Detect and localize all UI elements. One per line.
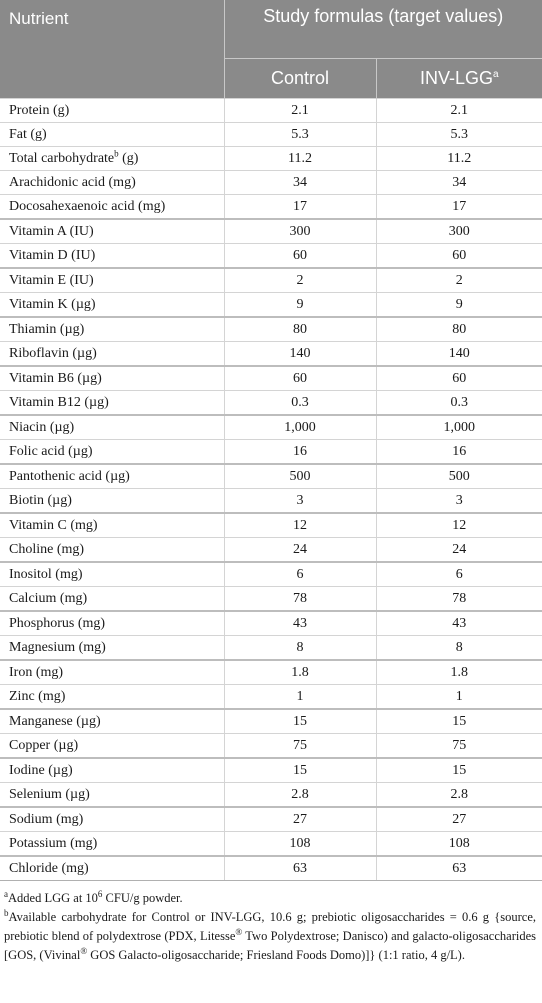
footnote-marker: b <box>114 147 119 158</box>
control-value: 500 <box>224 464 376 489</box>
control-value: 15 <box>224 758 376 783</box>
nutrient-name: Manganese (µg) <box>9 713 101 729</box>
nutrient-name: Biotin (µg) <box>9 492 72 508</box>
control-value: 75 <box>224 734 376 759</box>
control-value: 12 <box>224 513 376 538</box>
table-row <box>0 268 542 293</box>
control-value: 16 <box>224 440 376 465</box>
nutrient-name: Protein (g) <box>9 102 70 118</box>
nutrient-name-cell <box>0 758 224 783</box>
control-value: 1,000 <box>224 415 376 440</box>
nutrient-name: Iron (mg) <box>9 664 64 680</box>
nutrient-name: Copper (µg) <box>9 737 79 753</box>
inv-lgg-value: 15 <box>376 709 542 734</box>
inv-lgg-value: 9 <box>376 293 542 318</box>
inv-lgg-value: 8 <box>376 636 542 661</box>
table-row <box>0 783 542 808</box>
nutrient-name-cell <box>0 317 224 342</box>
nutrient-name: Iodine (µg) <box>9 762 73 778</box>
nutrient-name-cell <box>0 709 224 734</box>
control-value: 6 <box>224 562 376 587</box>
footnote-text: CFU/g powder. <box>102 891 183 905</box>
nutrient-name: Vitamin K (µg) <box>9 296 96 312</box>
nutrient-name-cell <box>0 464 224 489</box>
control-value: 3 <box>224 489 376 514</box>
nutrient-name: Vitamin D (IU) <box>9 247 96 263</box>
inv-lgg-value: 80 <box>376 317 542 342</box>
table-row <box>0 489 542 514</box>
nutrient-name: Fat (g) <box>9 126 47 142</box>
inv-lgg-value: 16 <box>376 440 542 465</box>
nutrient-name: Thiamin (µg) <box>9 321 85 337</box>
table-row <box>0 709 542 734</box>
nutrient-name-cell <box>0 268 224 293</box>
nutrient-name-cell <box>0 783 224 808</box>
table-row <box>0 807 542 832</box>
nutrient-name: Niacin (µg) <box>9 419 75 435</box>
nutrient-name-cell <box>0 244 224 269</box>
registered-mark: ® <box>235 926 243 937</box>
registered-mark: ® <box>80 945 88 956</box>
nutrient-name-cell <box>0 513 224 538</box>
nutrient-name-cell <box>0 415 224 440</box>
control-value: 140 <box>224 342 376 367</box>
footnote-text: Two Polydextrose; Danisco) and galacto-oligosaccharides [GOS, (Vivinal <box>4 929 536 962</box>
footnote-marker: a <box>492 69 499 80</box>
table-row <box>0 147 542 171</box>
inv-lgg-value: 1.8 <box>376 660 542 685</box>
nutrient-name: Pantothenic acid (µg) <box>9 468 130 484</box>
table-row <box>0 219 542 244</box>
nutrient-name-cell <box>0 123 224 147</box>
nutrient-name: Vitamin C (mg) <box>9 517 98 533</box>
control-value: 78 <box>224 587 376 612</box>
table-row <box>0 99 542 123</box>
table-row <box>0 636 542 661</box>
control-value: 24 <box>224 538 376 563</box>
control-value: 5.3 <box>224 123 376 147</box>
table-row <box>0 244 542 269</box>
inv-lgg-value: 6 <box>376 562 542 587</box>
nutrient-name-cell <box>0 636 224 661</box>
nutrient-name-cell <box>0 538 224 563</box>
control-value: 0.3 <box>224 391 376 416</box>
table-row <box>0 660 542 685</box>
nutrient-name-cell <box>0 489 224 514</box>
nutrient-name: Sodium (mg) <box>9 811 84 827</box>
nutrient-name-cell <box>0 807 224 832</box>
control-value: 9 <box>224 293 376 318</box>
nutrient-name-cell <box>0 147 224 171</box>
nutrient-name: Vitamin B6 (µg) <box>9 370 102 386</box>
control-value: 8 <box>224 636 376 661</box>
control-value: 60 <box>224 366 376 391</box>
footnote-a <box>4 889 536 908</box>
inv-lgg-value: 60 <box>376 366 542 391</box>
nutrient-name-cell <box>0 391 224 416</box>
nutrient-name-cell <box>0 562 224 587</box>
nutrient-name: Total carbohydrate <box>9 150 115 166</box>
inv-lgg-value: 108 <box>376 832 542 857</box>
inv-lgg-value: 43 <box>376 611 542 636</box>
inv-lgg-value: 5.3 <box>376 123 542 147</box>
inv-lgg-value: 2.1 <box>376 99 542 123</box>
inv-lgg-value: 15 <box>376 758 542 783</box>
nutrient-name-cell <box>0 587 224 612</box>
control-value: 80 <box>224 317 376 342</box>
footnote-text: Added LGG at 10 <box>8 891 98 905</box>
table-row <box>0 587 542 612</box>
inv-lgg-value: 1 <box>376 685 542 710</box>
nutrient-name-cell <box>0 99 224 123</box>
nutrient-name: Phosphorus (mg) <box>9 615 106 631</box>
table-row <box>0 440 542 465</box>
inv-lgg-value: 12 <box>376 513 542 538</box>
inv-lgg-value: 1,000 <box>376 415 542 440</box>
nutrient-name: Potassium (mg) <box>9 835 98 851</box>
control-value: 11.2 <box>224 147 376 171</box>
control-value: 300 <box>224 219 376 244</box>
table-row <box>0 391 542 416</box>
control-value: 27 <box>224 807 376 832</box>
nutrient-name-cell <box>0 342 224 367</box>
table-row <box>0 195 542 220</box>
nutrient-name: Arachidonic acid (mg) <box>9 174 136 190</box>
table-row <box>0 464 542 489</box>
table-row <box>0 562 542 587</box>
nutrient-name: Vitamin B12 (µg) <box>9 394 109 410</box>
study-formulas-header: Study formulas (target values) <box>224 0 542 59</box>
nutrient-name: Magnesium (mg) <box>9 639 106 655</box>
table-row <box>0 513 542 538</box>
inv-lgg-value: 140 <box>376 342 542 367</box>
inv-lgg-value: 60 <box>376 244 542 269</box>
table-row <box>0 342 542 367</box>
control-value: 1 <box>224 685 376 710</box>
control-value: 2.8 <box>224 783 376 808</box>
table-row <box>0 734 542 759</box>
nutrient-name-cell <box>0 171 224 195</box>
inv-lgg-value: 2 <box>376 268 542 293</box>
table-row <box>0 171 542 195</box>
inv-lgg-value: 27 <box>376 807 542 832</box>
control-value: 1.8 <box>224 660 376 685</box>
table-row <box>0 538 542 563</box>
control-column-header: Control <box>224 59 376 99</box>
control-value: 60 <box>224 244 376 269</box>
control-value: 2.1 <box>224 99 376 123</box>
nutrient-name: Calcium (mg) <box>9 590 88 606</box>
table-row <box>0 832 542 857</box>
control-value: 15 <box>224 709 376 734</box>
nutrient-name: Chloride (mg) <box>9 860 89 876</box>
inv-lgg-value: 0.3 <box>376 391 542 416</box>
inv-lgg-value: 78 <box>376 587 542 612</box>
nutrient-name: Choline (mg) <box>9 541 85 557</box>
exponent: 6 <box>97 888 103 899</box>
table-row <box>0 758 542 783</box>
control-value: 2 <box>224 268 376 293</box>
inv-lgg-value: 75 <box>376 734 542 759</box>
inv-lgg-label: INV-LGG <box>419 68 493 88</box>
nutrient-name: Riboflavin (µg) <box>9 345 97 361</box>
inv-lgg-value: 300 <box>376 219 542 244</box>
nutrient-column-header: Nutrient <box>0 0 224 99</box>
nutrient-name-cell <box>0 856 224 881</box>
inv-lgg-value: 500 <box>376 464 542 489</box>
control-value: 63 <box>224 856 376 881</box>
nutrient-name-cell <box>0 832 224 857</box>
footnote-marker: b <box>4 907 9 918</box>
nutrient-name-cell <box>0 660 224 685</box>
inv-lgg-value: 34 <box>376 171 542 195</box>
table-row <box>0 685 542 710</box>
nutrient-name: Inositol (mg) <box>9 566 83 582</box>
control-value: 108 <box>224 832 376 857</box>
control-value: 17 <box>224 195 376 220</box>
table-row <box>0 415 542 440</box>
table-body <box>0 99 542 881</box>
control-value: 43 <box>224 611 376 636</box>
nutrient-name-cell <box>0 195 224 220</box>
table-row <box>0 856 542 881</box>
nutrient-name: Vitamin A (IU) <box>9 223 94 239</box>
control-value: 34 <box>224 171 376 195</box>
nutrient-name-cell <box>0 293 224 318</box>
inv-lgg-value: 2.8 <box>376 783 542 808</box>
table-footnotes <box>0 881 542 965</box>
nutrient-name-cell <box>0 611 224 636</box>
nutrient-name: Zinc (mg) <box>9 688 66 704</box>
footnote-text: Available carbohydrate for Control or INV-LGG, 10.6 g; prebiotic oligosaccharides = 0.6 g {source, prebiotic blend of polydextrose (PDX, Litesse <box>4 910 536 943</box>
inv-lgg-column-header <box>376 59 542 99</box>
nutrient-name-cell <box>0 440 224 465</box>
table-row <box>0 293 542 318</box>
nutrient-name-cell <box>0 219 224 244</box>
nutrient-name-cell <box>0 366 224 391</box>
table-row <box>0 317 542 342</box>
nutrient-name: Docosahexaenoic acid (mg) <box>9 198 166 214</box>
nutrient-name: Folic acid (µg) <box>9 443 93 459</box>
table-row <box>0 366 542 391</box>
table-row <box>0 123 542 147</box>
nutrient-name-cell <box>0 734 224 759</box>
nutrient-unit: (g) <box>118 150 139 166</box>
footnote-text: GOS Galacto-oligosaccharide; Friesland Foods Domo)]} (1:1 ratio, 4 g/L). <box>87 948 465 962</box>
inv-lgg-value: 3 <box>376 489 542 514</box>
nutrient-name: Vitamin E (IU) <box>9 272 94 288</box>
inv-lgg-value: 24 <box>376 538 542 563</box>
nutrient-name: Selenium (µg) <box>9 786 90 802</box>
table-row <box>0 611 542 636</box>
inv-lgg-value: 11.2 <box>376 147 542 171</box>
inv-lgg-value: 17 <box>376 195 542 220</box>
footnote-marker: a <box>4 888 8 899</box>
nutrient-name-cell <box>0 685 224 710</box>
inv-lgg-value: 63 <box>376 856 542 881</box>
footnote-b <box>4 908 536 965</box>
